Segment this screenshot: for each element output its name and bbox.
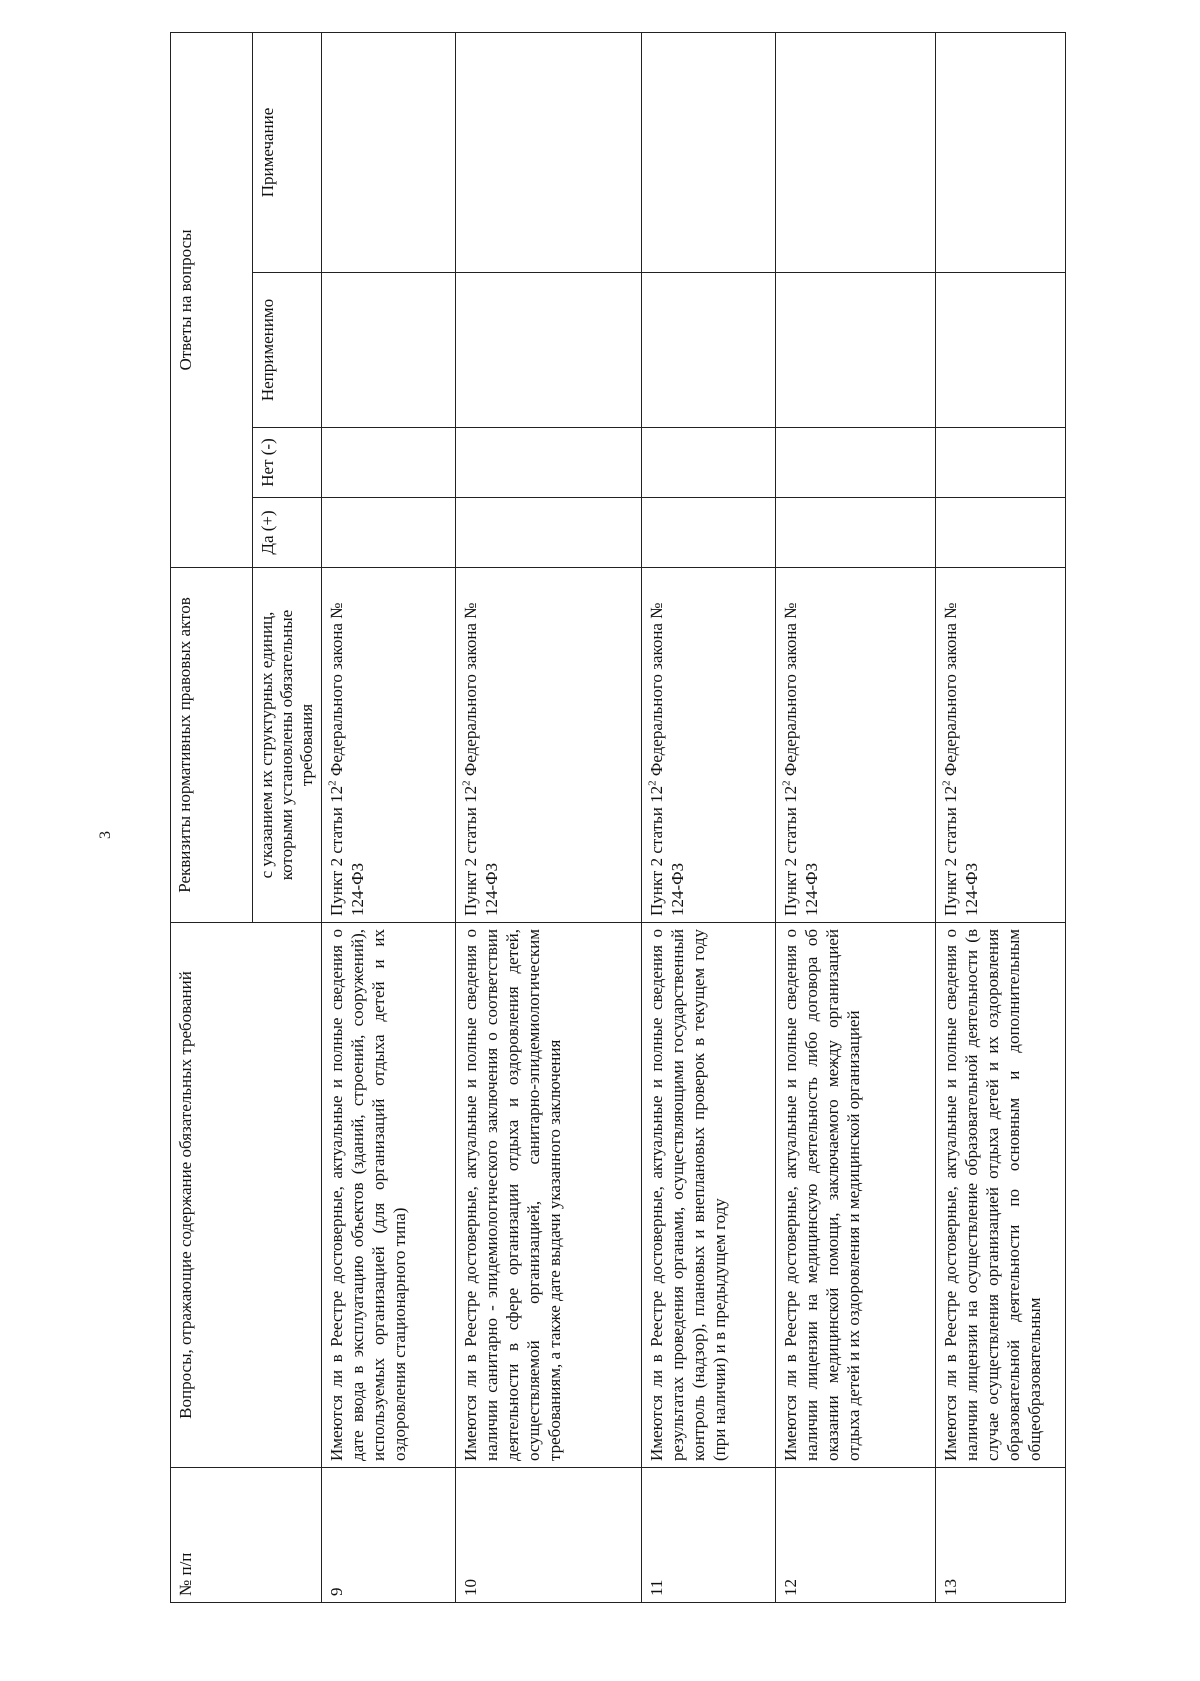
checklist-table (170, 32, 1066, 1603)
table-row (456, 32, 642, 1602)
row-question: Имеются ли в Реестре достоверные, актуальные и полные сведения о наличии лицензии на медицинскую деятельность либо договора об оказании медицинской помощи, заключаемого между организацией отдыха детей и их оздоровления и медицинской организацией (776, 923, 936, 1468)
requisite-text: Пункт 2 статьи 12 (461, 785, 480, 916)
header-no: Нет (-) (253, 428, 322, 498)
header-num: № п/п (171, 1468, 322, 1603)
table-row (936, 32, 1066, 1602)
table-row (322, 32, 456, 1602)
row-requisite (456, 568, 642, 923)
cell-no (776, 428, 936, 498)
page-number: 3 (97, 831, 114, 839)
requisite-superscript: 2 (460, 780, 473, 786)
requisite-superscript: 2 (646, 780, 659, 786)
row-question: Имеются ли в Реестре достоверные, актуальные и полные сведения о наличии санитарно - эпидемиологического заключения о соответствии деятельности в сфере организации отдыха и оздоровления детей, осуществляемой организацией, санитарно-эпидемиологическим требованиям, а также дате выдачи указанного заключения (456, 923, 642, 1468)
cell-note (776, 32, 936, 272)
requisite-text: Пункт 2 статьи 12 (941, 785, 960, 916)
table-row (642, 32, 776, 1602)
cell-note (456, 32, 642, 272)
cell-na (322, 273, 456, 428)
row-num: 13 (936, 1468, 1066, 1603)
cell-no (456, 428, 642, 498)
rotated-table-container (170, 33, 1050, 1603)
requisite-text: Федерального закона № 124-ФЗ (647, 602, 687, 916)
requisite-superscript: 2 (780, 780, 793, 786)
header-yes: Да (+) (253, 498, 322, 568)
cell-yes (642, 498, 776, 568)
cell-yes (776, 498, 936, 568)
row-num: 10 (456, 1468, 642, 1603)
table-row (776, 32, 936, 1602)
cell-na (456, 273, 642, 428)
requisite-text: Федерального закона № 124-ФЗ (461, 602, 501, 916)
requisite-superscript: 2 (326, 780, 339, 786)
requisite-text: Пункт 2 статьи 12 (781, 785, 800, 916)
header-note: Примечание (253, 32, 322, 272)
row-num: 9 (322, 1468, 456, 1603)
header-na: Неприменимо (253, 273, 322, 428)
header-requisites: Реквизиты нормативных правовых актов (171, 568, 253, 923)
cell-no (936, 428, 1066, 498)
row-num: 12 (776, 1468, 936, 1603)
row-question: Имеются ли в Реестре достоверные, актуальные и полные сведения о дате ввода в эксплуатацию объектов (зданий, строений, сооружений), используемых организацией (для организаций отдыха детей и их оздоровления стационарного типа) (322, 923, 456, 1468)
row-num: 11 (642, 1468, 776, 1603)
row-requisite (776, 568, 936, 923)
requisite-text: Федерального закона № 124-ФЗ (327, 602, 367, 916)
cell-note (936, 32, 1066, 272)
row-question: Имеются ли в Реестре достоверные, актуальные и полные сведения о наличии лицензии на осуществление образовательной деятельности (в случае осуществления организацией отдыха детей и их оздоровления образовательной деятельности по основным и дополнительным общеобразовательным (936, 923, 1066, 1468)
cell-yes (322, 498, 456, 568)
header-requisites-sub: с указанием их структурных единиц, которыми установлены обязательные требования (253, 568, 322, 923)
row-question: Имеются ли в Реестре достоверные, актуальные и полные сведения о результатах проведения органами, осуществляющими государственный контроль (надзор), плановых и внеплановых проверок в текущем году (при наличии) и в предыдущем году (642, 923, 776, 1468)
row-requisite (936, 568, 1066, 923)
cell-na (642, 273, 776, 428)
cell-no (642, 428, 776, 498)
requisite-text: Федерального закона № 124-ФЗ (781, 602, 821, 916)
cell-no (322, 428, 456, 498)
cell-yes (456, 498, 642, 568)
requisite-text: Пункт 2 статьи 12 (327, 785, 346, 916)
cell-yes (936, 498, 1066, 568)
row-requisite (322, 568, 456, 923)
cell-note (322, 32, 456, 272)
requisite-text: Пункт 2 статьи 12 (647, 785, 666, 916)
header-questions: Вопросы, отражающие содержание обязательных требований (171, 923, 322, 1468)
cell-na (776, 273, 936, 428)
row-requisite (642, 568, 776, 923)
requisite-superscript: 2 (940, 780, 953, 786)
cell-note (642, 32, 776, 272)
requisite-text: Федерального закона № 124-ФЗ (941, 602, 981, 916)
cell-na (936, 273, 1066, 428)
header-answers: Ответы на вопросы (171, 32, 253, 567)
